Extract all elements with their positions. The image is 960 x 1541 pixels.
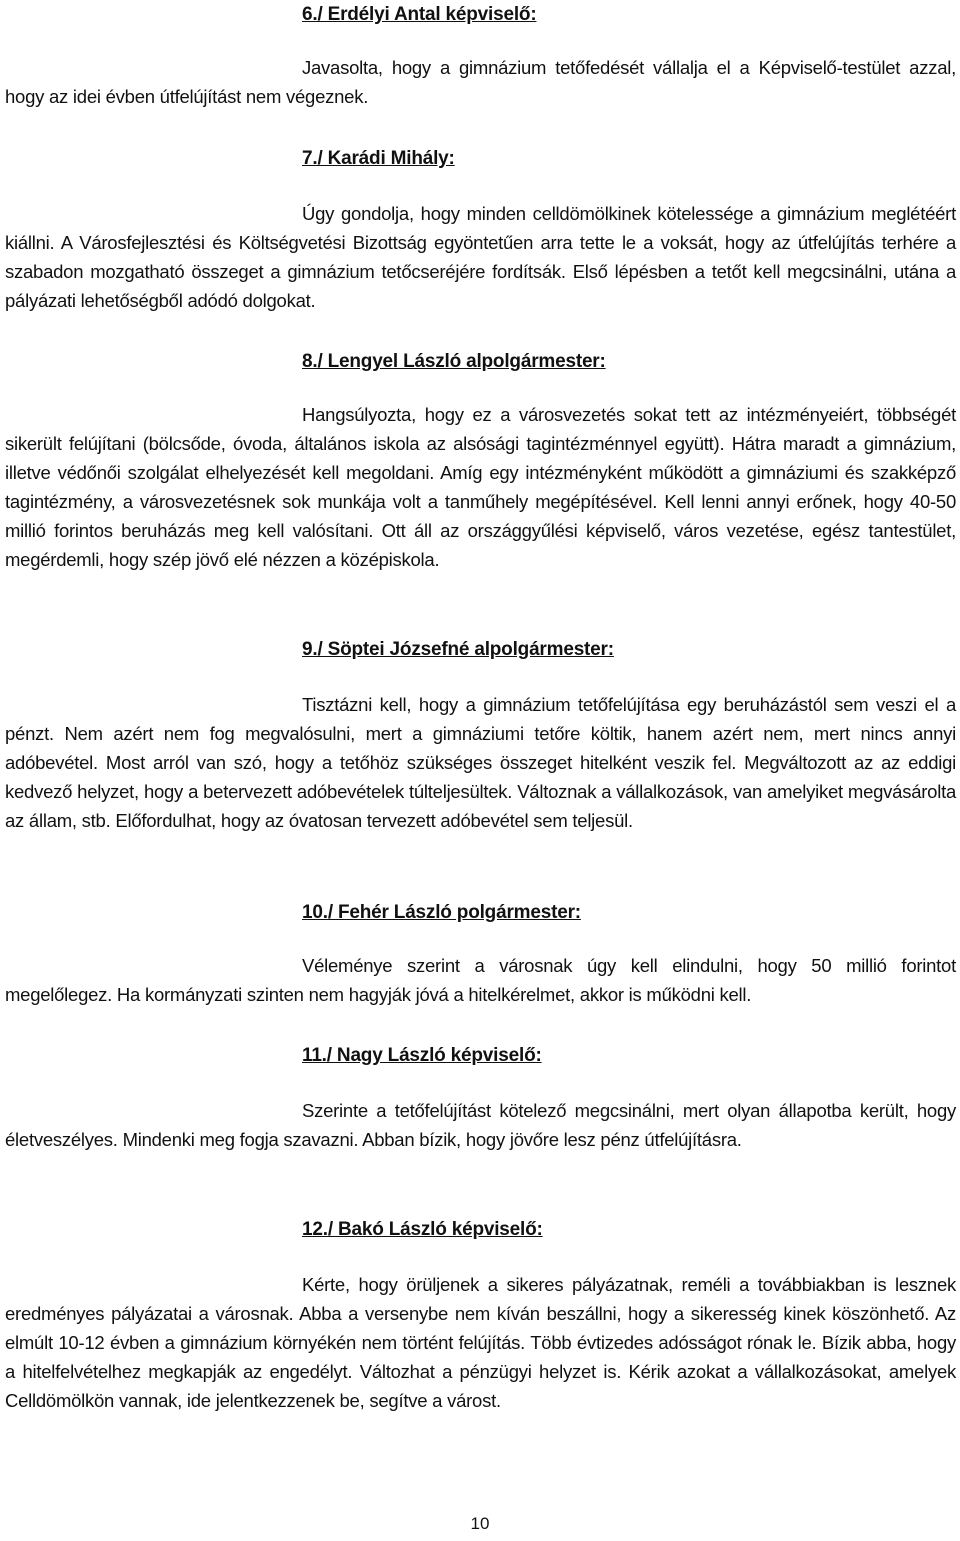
page-number: 10 xyxy=(470,1514,490,1533)
section-text-11: Szerinte a tetőfelújítást kötelező megcsinálni, mert olyan állapotba került, hogy életveszélyes. Mindenki meg fogja szavazni. Abban bízik, hogy jövőre lesz pénz útfelújításra. xyxy=(5,1100,956,1150)
section-text-8: Hangsúlyozta, hogy ez a városvezetés sokat tett az intézményeiért, többségét sikerült felújítani (bölcsőde, óvoda, általános iskola az alsósági tagintézménnyel együtt). Hátra maradt a gimnázium, illetve védőnői szolgálat elhelyezését kell megoldani. Amíg egy intézményként működött a gimnáziumi és szakképző tagintézmény, a városvezetésnek sok munkája volt a tanműhely megépítésével. Kell lenni annyi erőnek, hogy 40-50 millió forintos beruházás meg kell valósítani. Ott áll az országgyűlési képviselő, város vezetése, egész tantestület, megérdemli, hogy szép jövő elé nézzen a középiskola. xyxy=(5,404,956,570)
section-heading-10: 10./ Fehér László polgármester: xyxy=(302,902,581,923)
section-heading-8: 8./ Lengyel László alpolgármester: xyxy=(302,351,606,372)
section-text-12: Kérte, hogy örüljenek a sikeres pályázatnak, reméli a továbbiakban is lesznek eredményes pályázatai a városnak. Abba a versenybe nem kíván beszállni, hogy a sikeresség kinek köszönhető. Az elmúlt 10-12 évben a gimnázium környékén nem történt felújítás. Több évtizedes adósságot rónak le. Bízik abba, hogy a hitelfelvételhez megkapják az engedélyt. Változhat a pénzügyi helyzet is. Kérik azokat a vállalkozásokat, amelyek Celldömölkön vannak, ide jelentkezzenek be, segítve a várost. xyxy=(5,1274,956,1411)
section-text-7: Úgy gondolja, hogy minden celldömölkinek kötelessége a gimnázium meglétéért kiállni. A Városfejlesztési és Költségvetési Bizottság egyöntetűen arra tette le a voksát, hogy az útfelújítás terhére a szabadon mozgatható összeget a gimnázium tetőcseréjére fordítsák. Első lépésben a tetőt kell megcsinálni, utána a pályázati lehetőségből adódó dolgokat. xyxy=(5,203,956,311)
section-heading-6: 6./ Erdélyi Antal képviselő: xyxy=(302,4,537,25)
section-heading-11: 11./ Nagy László képviselő: xyxy=(302,1045,542,1066)
section-heading-12: 12./ Bakó László képviselő: xyxy=(302,1219,543,1240)
section-heading-9: 9./ Söptei Józsefné alpolgármester: xyxy=(302,639,614,660)
section-text-9: Tisztázni kell, hogy a gimnázium tetőfelújítása egy beruházástól sem veszi el a pénzt. Nem azért nem fog megvalósulni, mert a gimnáziumi tetőre költik, hanem azért nem, mert nincs annyi adóbevétel. Most arról van szó, hogy a tetőhöz szükséges összeget hitelként veszik fel. Megváltozott az az eddigi kedvező helyzet, hogy a betervezett adóbevételek túlteljesültek. Változnak a vállalkozások, van amelyiket megvásárolta az állam, stb. Előfordulhat, hogy az óvatosan tervezett adóbevétel sem teljesül. xyxy=(5,694,956,831)
section-heading-7: 7./ Karádi Mihály: xyxy=(302,148,455,169)
section-text-10: Véleménye szerint a városnak úgy kell elindulni, hogy 50 millió forintot megelőlegez. Ha kormányzati szinten nem hagyják jóvá a hitelkérelmet, akkor is működni kell. xyxy=(5,955,956,1005)
section-text-6: Javasolta, hogy a gimnázium tetőfedését vállalja el a Képviselő-testület azzal, hogy az idei évben útfelújítást nem végeznek. xyxy=(5,57,956,107)
